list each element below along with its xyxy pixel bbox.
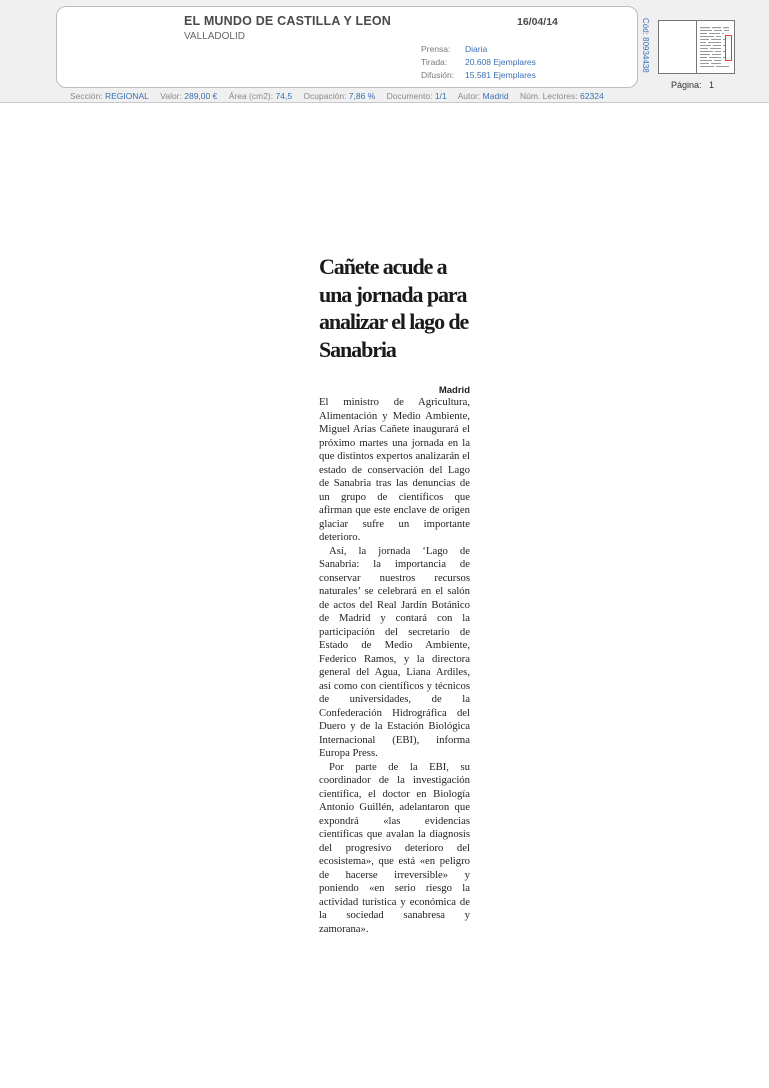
autor-value: Madrid — [482, 91, 509, 101]
publication-name: EL MUNDO DE CASTILLA Y LEON — [184, 14, 392, 28]
news-article — [319, 253, 470, 936]
publication-info-box — [56, 6, 638, 88]
autor-label: Autor: — [457, 91, 481, 101]
area-value: 74,5 — [275, 91, 293, 101]
seccion-value: REGIONAL — [104, 91, 149, 101]
thumbnail-divider — [696, 21, 697, 73]
article-paragraph: Así, la jornada ‘Lago de Sanabria: la importancia de conservar nuestros recursos naturales’ se celebrará en el salón de actos del Real Jardín Botánico de Madrid y contará con la participación del secretario de Estado de Medio Ambiente, Federico Ramos, y la directora general del Agua, Liana Ardiles, así como con científicos y técnicos de universidades, de la Confederación Hidrográfica del Duero y de la Estación Biológica Internacional (EBI), informa Europa Press. — [319, 544, 470, 759]
difusion-row — [421, 69, 536, 82]
seccion-item — [70, 91, 149, 101]
article-body — [319, 396, 470, 936]
publication-city: VALLADOLID — [184, 31, 245, 42]
documento-item — [387, 91, 447, 101]
article-byline: Madrid — [438, 385, 470, 396]
article-headline: Cañete acude a una jornada para analizar el lago de Sanabria — [319, 254, 469, 362]
ocupacion-label: Ocupación: — [303, 91, 347, 101]
lectores-label: Núm. Lectores: — [520, 91, 578, 101]
page-number — [671, 80, 714, 90]
clipping-metadata — [70, 91, 613, 101]
tirada-label: Tirada: — [421, 57, 448, 67]
article-paragraph: El ministro de Agricultura, Alimentación y Medio Ambiente, Miguel Arias Cañete inaugurará el próximo martes una jornada en la que distintos expertos analizarán el estado de conservación del Lago de Sanabria tras las denuncias de un grupo de científicos que afirman que este enclave de origen glaciar sufre un importante deterioro. — [319, 396, 470, 543]
prensa-row — [421, 43, 536, 56]
area-item — [229, 91, 292, 101]
documento-label: Documento: — [386, 91, 433, 101]
article-location-highlight — [725, 35, 732, 61]
difusion-value: 15.581 Ejemplares — [465, 70, 536, 80]
ocupacion-value: 7,86 % — [348, 91, 376, 101]
tirada-value: 20.608 Ejemplares — [465, 57, 536, 67]
autor-item — [458, 91, 509, 101]
prensa-value: Diaria — [465, 44, 488, 54]
lectores-item — [520, 91, 604, 101]
seccion-label: Sección: — [70, 91, 103, 101]
documento-value: 1/1 — [434, 91, 447, 101]
article-paragraph: Por parte de la EBI, su coordinador de la investigación científica, el doctor en Biología Antonio Guillén, adelantaron que expondrá «las evidencias científicas que avalan la diagnosis del progresivo deterioro del ecosistema», que está «en peligro de hacerse irreversible» y poniendo «en serio riesgo la actividad turística y económica de la sociedad sanabresa y zamorana». — [319, 760, 470, 935]
page-label: Página: — [671, 80, 702, 90]
valor-label: Valor: — [160, 91, 182, 101]
valor-value: 289,00 € — [184, 91, 218, 101]
tirada-row — [421, 56, 536, 69]
document-code-text: Cód: 80934438 — [641, 18, 650, 73]
circulation-stats — [421, 43, 536, 82]
lectores-value: 62324 — [580, 91, 604, 101]
valor-item — [160, 91, 217, 101]
page-value: 1 — [709, 80, 715, 90]
page-thumbnail — [658, 20, 735, 74]
clipping-header-strip — [0, 0, 769, 103]
difusion-label: Difusión: — [421, 70, 455, 80]
ocupacion-item — [303, 91, 375, 101]
prensa-label: Prensa: — [421, 44, 451, 54]
publication-date: 16/04/14 — [517, 16, 558, 28]
area-label: Área (cm2): — [228, 91, 274, 101]
